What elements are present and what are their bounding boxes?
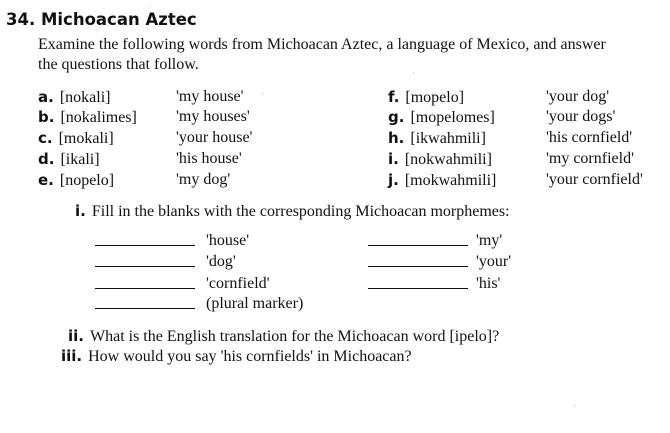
item-label: j. <box>388 171 399 189</box>
answer-blank-your[interactable] <box>368 266 468 267</box>
blank-gloss: 'my' <box>476 232 503 249</box>
scan-speck <box>262 93 263 94</box>
answer-blank-dog[interactable] <box>95 266 195 267</box>
item-label: e. <box>38 171 54 189</box>
word-form: [nopelo] <box>59 172 115 189</box>
item-label: a. <box>38 88 54 106</box>
answer-blank-cornfield[interactable] <box>95 288 195 289</box>
word-gloss: 'my houses' <box>176 108 250 125</box>
question-label: iii. <box>61 347 83 365</box>
word-form: [mokwahmili] <box>404 172 497 189</box>
exercise-number: 34. <box>6 10 36 29</box>
word-gloss: 'your cornfield' <box>546 171 643 188</box>
word-row <box>38 149 100 170</box>
word-form: [mokali] <box>58 130 114 147</box>
word-form: [nokalimes] <box>60 109 137 126</box>
blank-gloss: 'his' <box>476 275 501 292</box>
word-form: [nokali] <box>59 89 111 106</box>
exercise-title: Michoacan Aztec <box>40 10 197 29</box>
blank-gloss: (plural marker) <box>206 295 304 312</box>
answer-blank-his[interactable] <box>368 288 468 289</box>
word-form: [ikali] <box>60 151 100 168</box>
question-ii <box>68 326 499 347</box>
blank-gloss: 'house' <box>206 232 250 249</box>
word-form: [ikwahmili] <box>410 130 486 147</box>
item-label: f. <box>388 88 400 106</box>
instructions-line-1: Examine the following words from Michoacan Aztec, a language of Mexico, and answer <box>38 36 606 53</box>
word-gloss: 'your dogs' <box>546 108 616 125</box>
item-label: c. <box>38 129 53 147</box>
item-label: i. <box>388 150 399 168</box>
scan-speck <box>413 72 414 73</box>
word-row <box>388 128 486 149</box>
word-row <box>38 170 114 191</box>
word-row <box>38 128 114 149</box>
word-gloss: 'your dog' <box>546 88 610 105</box>
question-text: Fill in the blanks with the corresponding Michoacan morphemes: <box>91 203 510 220</box>
item-label: g. <box>388 108 405 126</box>
blank-gloss: 'dog' <box>206 253 236 270</box>
answer-blank-plural[interactable] <box>95 308 195 309</box>
word-gloss: 'your house' <box>176 129 253 146</box>
scan-speck <box>149 5 150 6</box>
word-form: [mopelomes] <box>410 109 495 126</box>
question-i <box>75 201 510 222</box>
item-label: h. <box>388 129 405 147</box>
word-row <box>38 107 137 128</box>
answer-blank-house[interactable] <box>95 245 195 246</box>
word-row <box>38 87 110 108</box>
exercise-heading <box>6 10 197 29</box>
question-label: ii. <box>68 327 84 345</box>
answer-blank-my[interactable] <box>368 245 468 246</box>
word-gloss: 'his house' <box>176 150 242 167</box>
word-row <box>388 107 495 128</box>
word-gloss: 'my house' <box>176 88 244 105</box>
question-text: What is the English translation for the Michoacan word [ipelo]? <box>89 328 500 345</box>
word-form: [mopelo] <box>405 89 465 106</box>
word-gloss: 'my cornfield' <box>546 150 634 167</box>
word-row <box>388 170 496 191</box>
blank-gloss: 'cornfield' <box>206 275 270 292</box>
word-row <box>388 149 492 170</box>
question-text: How would you say 'his cornfields' in Michoacan? <box>88 348 412 365</box>
question-label: i. <box>75 202 86 220</box>
question-iii <box>61 346 412 367</box>
blank-gloss: 'your' <box>476 253 512 270</box>
word-row <box>388 87 464 108</box>
item-label: d. <box>38 150 55 168</box>
instructions-line-2: the questions that follow. <box>38 56 199 73</box>
word-form: [nokwahmili] <box>404 151 492 168</box>
word-gloss: 'my dog' <box>176 171 231 188</box>
word-gloss: 'his cornfield' <box>546 129 633 146</box>
item-label: b. <box>38 108 55 126</box>
scan-speck <box>574 405 575 406</box>
